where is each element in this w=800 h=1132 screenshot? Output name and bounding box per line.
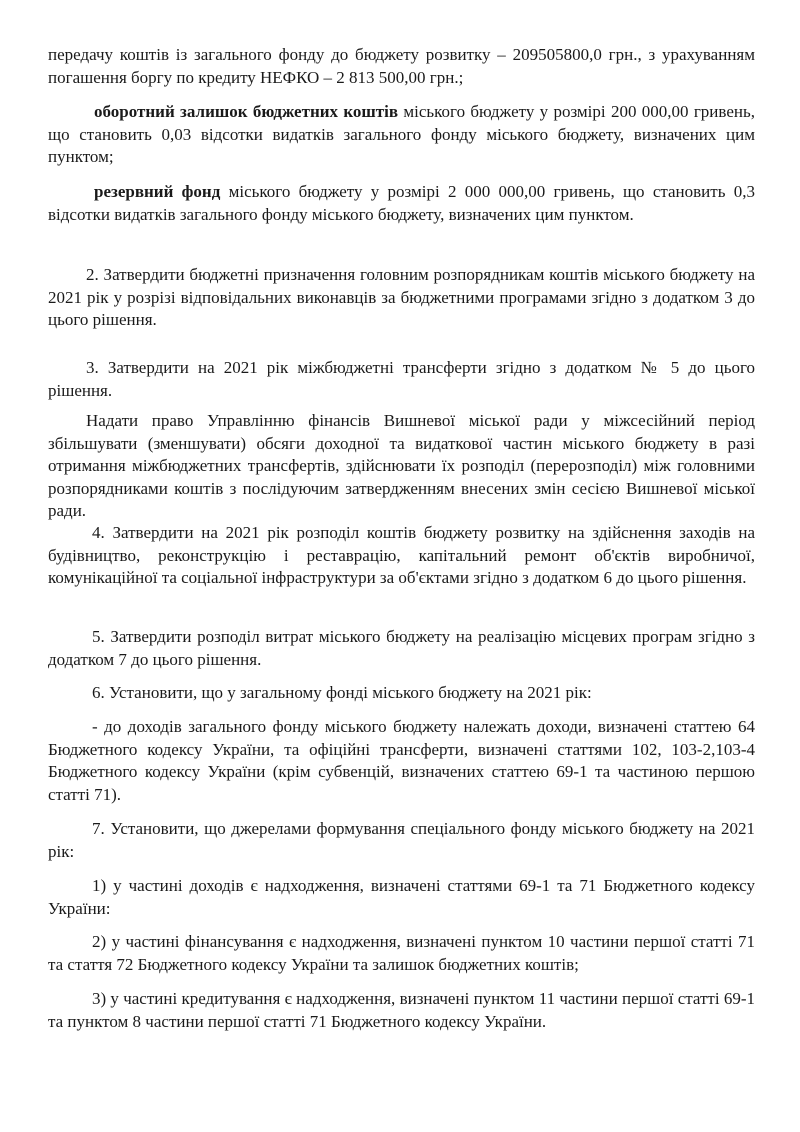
paragraph-working-balance-text: міського бюджету у розмірі 200 000,00 гривень, що становить 0,03 відсотки видатків загального фонду міського бюджету, визначених цим пунктом; <box>48 102 755 166</box>
paragraph-reserve-fund-text: міського бюджету у розмірі 2 000 000,00 гривень, що становить 0,3 відсотки видатків загального фонду міського бюджету, визначених цим пунктом. <box>48 182 755 224</box>
paragraph-item-3: 3. Затвердити на 2021 рік міжбюджетні трансферти згідно з додатком № 5 до цього рішення. <box>48 358 755 400</box>
paragraph-transfer-to-development-budget: передачу коштів із загального фонду до бюджету розвитку – 209505800,0 грн., з урахуванням погашення боргу по кредиту НЕФКО – 2 813 500,00 грн.; <box>48 45 755 87</box>
paragraph-item-7: 7. Установити, що джерелами формування спеціального фонду міського бюджету на 2021 рік: <box>48 819 755 861</box>
paragraph-general-fund-revenues: - до доходів загального фонду міського бюджету належать доходи, визначені статтею 64 Бюджетного кодексу України, та офіційні трансферти, визначені статтями 102, 103-2,103-4 Бюджетного кодексу України (крім субвенцій, визначених статтею 69-1 та частиною першою статті 71). <box>48 717 755 804</box>
paragraph-reserve-fund <box>48 181 755 226</box>
paragraph-item-7-3: 3) у частині кредитування є надходження, визначені пунктом 11 частини першої статті 69-1 та пунктом 8 частини першої статті 71 Бюджетного кодексу України. <box>48 989 755 1031</box>
term-reserve-fund: резервний фонд <box>94 182 221 201</box>
paragraph-working-balance <box>48 101 755 169</box>
paragraph-item-2: 2. Затвердити бюджетні призначення головним розпорядникам коштів міського бюджету на 2021 рік у розрізі відповідальних виконавців за бюджетними програмами згідно з додатком 3 до цього рішення. <box>48 265 755 329</box>
term-working-balance: оборотний залишок бюджетних коштів <box>94 102 399 121</box>
paragraph-item-7-2: 2) у частині фінансування є надходження, визначені пунктом 10 частини першої статті 71 та стаття 72 Бюджетного кодексу України та залишок бюджетних коштів; <box>48 932 755 974</box>
paragraph-item-7-1: 1) у частині доходів є надходження, визначені статтями 69-1 та 71 Бюджетного кодексу України: <box>48 876 755 918</box>
paragraph-item-5: 5. Затвердити розподіл витрат міського бюджету на реалізацію місцевих програм згідно з додатком 7 до цього рішення. <box>48 627 755 669</box>
paragraph-item-6: 6. Установити, що у загальному фонді міського бюджету на 2021 рік: <box>92 683 592 702</box>
paragraph-item-4: 4. Затвердити на 2021 рік розподіл коштів бюджету розвитку на здійснення заходів на будівництво, реконструкцію і реставрацію, капітальний ремонт об'єктів виробничої, комунікаційної та соціальної інфраструктури за об'єктами згідно з додатком 6 до цього рішення. <box>48 523 755 587</box>
paragraph-finance-authority: Надати право Управлінню фінансів Вишневої міської ради у міжсесійний період збільшувати (зменшувати) обсяги доходної та видаткової частин міського бюджету в разі отримання міжбюджетних трансфертів, здійснювати їх розподіл (перерозподіл) між головними розпорядниками коштів з послідуючим затвердженням внесених змін сесією Вишневої міської ради. <box>48 411 755 520</box>
